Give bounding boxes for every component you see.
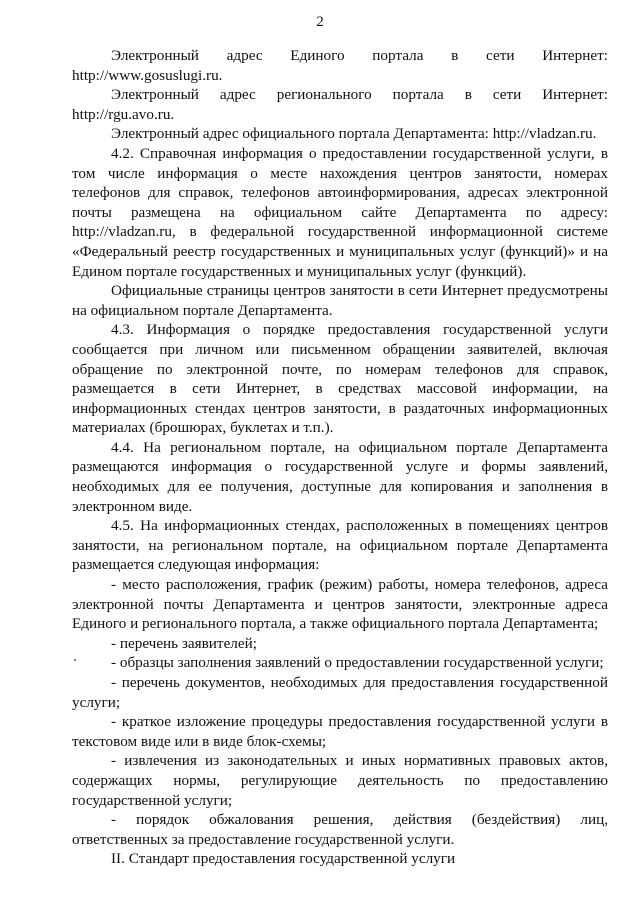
list-item-legal-extracts: - извлечения из законодательных и иных нормативных правовых актов, содержащих нормы, регулирующие деятельность по предоставлению государственной услуги; — [72, 752, 608, 809]
paragraph-department-portal-address: Электронный адрес официального портала Департамента: http://vladzan.ru. — [111, 125, 597, 143]
list-item-appeal-procedure: - порядок обжалования решения, действия (бездействия) лиц, ответственных за предоставление государственной услуги. — [72, 811, 608, 848]
list-item-location-schedule: - место расположения, график (режим) работы, номера телефонов, адреса электронной почты Департамента и центров занятости, электронные адреса Единого и регионального портала, а также официального портала Департамента; — [72, 576, 608, 633]
list-item-procedure-summary: - краткое изложение процедуры предоставления государственной услуги в текстовом виде или в виде блок-схемы; — [72, 713, 608, 750]
list-item-sample-forms: - образцы заполнения заявлений о предоставлении государственной услуги; — [111, 654, 604, 672]
list-item-applicants: - перечень заявителей; — [111, 634, 257, 652]
paragraph-4-3: 4.3. Информация о порядке предоставления государственной услуги сообщается при личном или письменном обращении заявителей, включая обращение по электронной почте, по номерам телефонов для справок, размещается в сети Интернет, в средствах массовой информации, на информационных стендах центров занятости, в раздаточных информационных материалах (брошюрах, буклетах и т.п.). — [72, 321, 608, 437]
page-number: 2 — [316, 14, 324, 30]
document-body — [72, 46, 608, 869]
paragraph-employment-centers-pages: Официальные страницы центров занятости в сети Интернет предусмотрены на официальном портале Департамента. — [72, 282, 608, 319]
paragraph-regional-portal-address: Электронный адрес регионального портала в сети Интернет: http://rgu.avo.ru. — [72, 86, 608, 123]
paragraph-4-5: 4.5. На информационных стендах, расположенных в помещениях центров занятости, на региональном портале, на официальном портале Департамента размещается следующая информация: — [72, 517, 608, 574]
section-heading: II. Стандарт предоставления государственной услуги — [111, 850, 456, 868]
list-item-documents-list: - перечень документов, необходимых для предоставления государственной услуги; — [72, 674, 608, 711]
paragraph-4-2: 4.2. Справочная информация о предоставлении государственной услуги, в том числе информация о месте нахождения центров занятости, номерах телефонов для справок, телефонов автоинформирования, адресах электронной почты размещена на официальном сайте Департамента по адресу: http://vladzan.ru, в федеральной государственной информационной системе «Федеральный реестр государственных и муниципальных услуг (функций)» и на Едином портале государственных и муниципальных услуг (функций). — [72, 144, 608, 280]
scan-speck — [74, 659, 76, 661]
paragraph-4-4: 4.4. На региональном портале, на официальном портале Департамента размещаются информация о государственной услуге и формы заявлений, необходимых для ее получения, доступные для копирования и заполнения в электронном виде. — [72, 438, 608, 515]
paragraph-gosuslugi-address: Электронный адрес Единого портала в сети Интернет: http://www.gosuslugi.ru. — [72, 47, 608, 84]
